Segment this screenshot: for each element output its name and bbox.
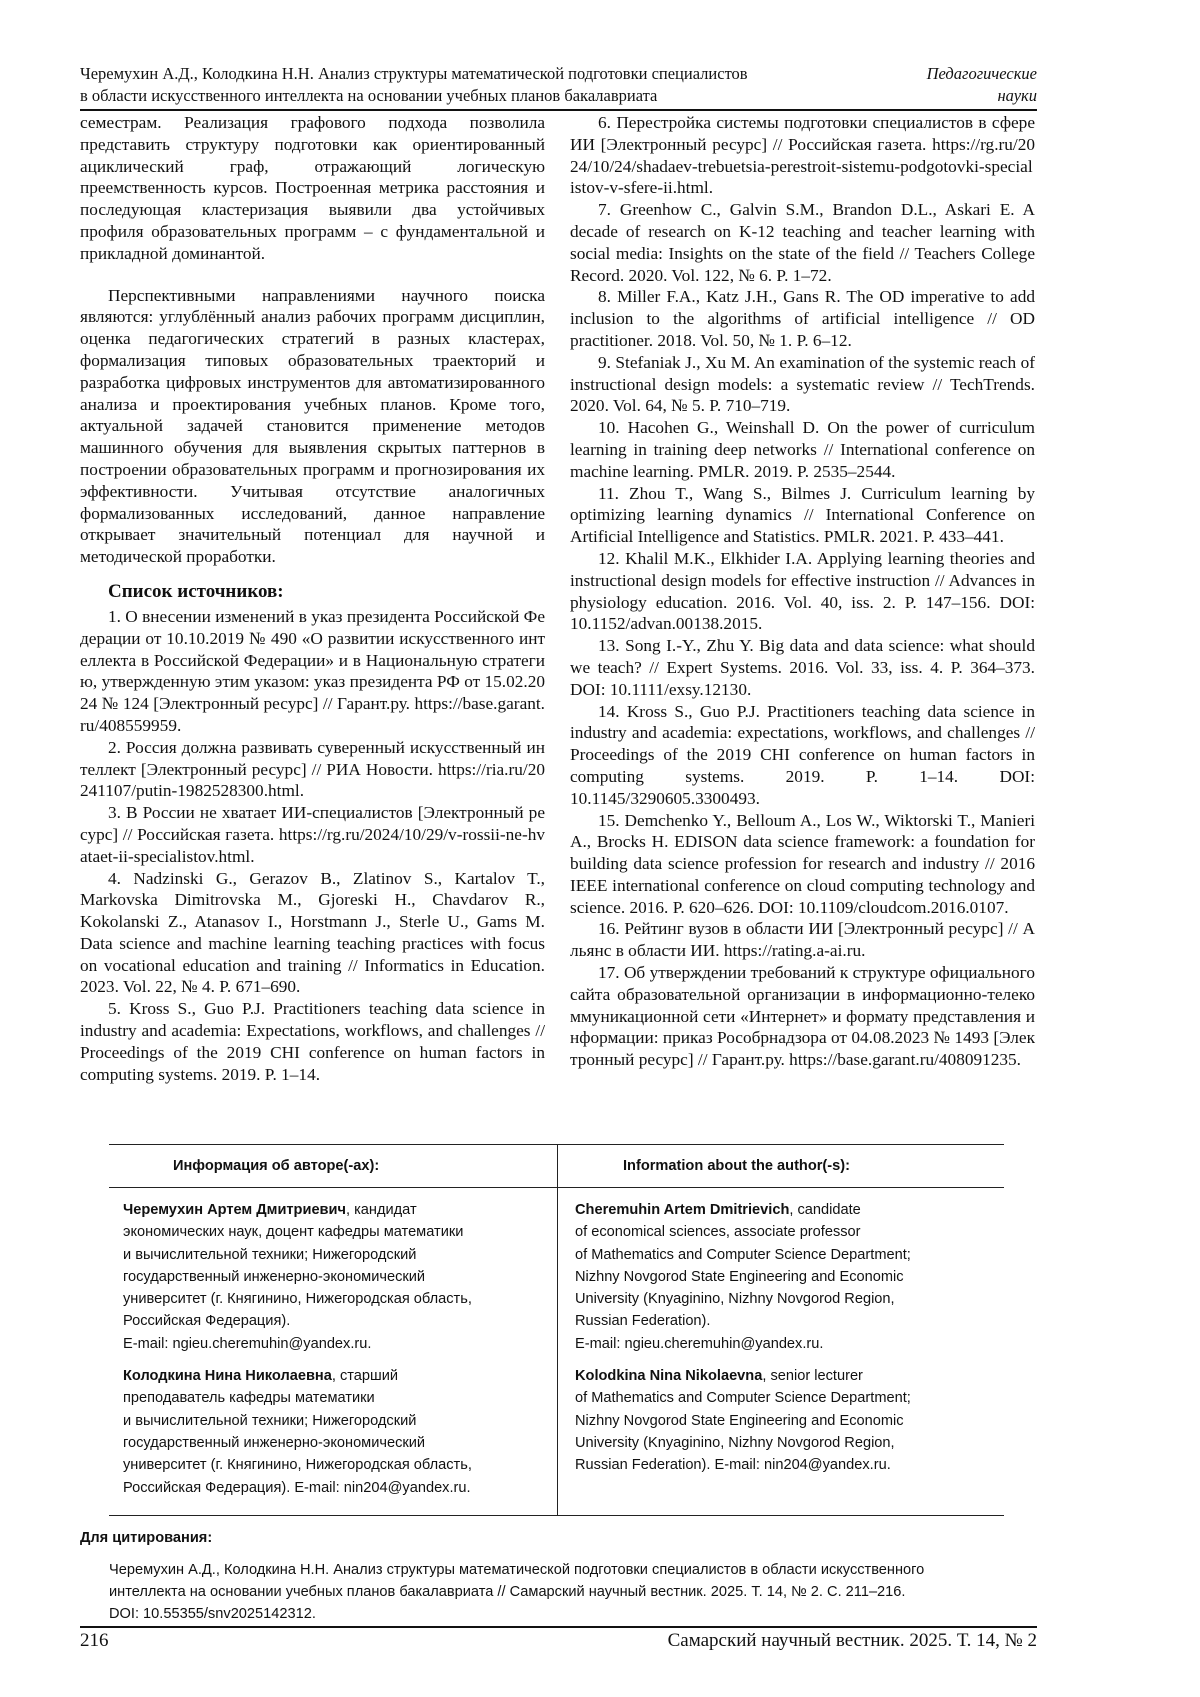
- right-column: [570, 112, 1035, 1071]
- author-name: Колодкина Нина Николаевна: [123, 1368, 332, 1384]
- body-paragraph: Перспективными направлениями научного поиска являются: углублённый анализ рабочих программ дисциплин, оценка педагогических стратегий в разных кластерах, формализация типовых образовательных траекторий и разработка цифровых инструментов для автоматизированного анализа и проектирования учебных планов. Кроме того, актуальной задачей становится применение методов машинного обучения для выявления скрытых паттернов в построении образовательных программ и прогнозирования их эффективности. Учитывая отсутствие аналогичных формализованных исследований, данное направление открывает значительный потенциал для научной и методической проработки.: [80, 285, 545, 568]
- reference-list-left: [80, 606, 545, 1086]
- reference-item: 17. Об утверждении требований к структуре официального сайта образовательной организации в информационно-телекоммуникационной сети «Интернет» и формату представления информации: приказ Рособрнадзора от 04.08.2023 № 1493 [Электронный ресурс] // Гарант.ру. https://base.garant.ru/408091235.: [570, 962, 1035, 1071]
- author-detail-line: государственный инженерно-экономический: [123, 1266, 543, 1288]
- author-first-line: [575, 1199, 995, 1221]
- reference-item: 12. Khalil M.K., Elkhider I.A. Applying learning theories and instructional design models for effective instruction // Advances in physiology education. 2016. Vol. 40, iss. 2. P. 147–156. DOI: 10.1152/advan.00138.2015.: [570, 548, 1035, 635]
- table-divider: [557, 1145, 558, 1515]
- reference-item: 10. Hacohen G., Weinshall D. On the power of curriculum learning in training deep networks // International conference on machine learning. PMLR. 2019. P. 2535–2544.: [570, 417, 1035, 482]
- author-detail-line: и вычислительной техники; Нижегородский: [123, 1244, 543, 1266]
- author-detail-line: Nizhny Novgorod State Engineering and Economic: [575, 1410, 995, 1432]
- author-name: Cheremuhin Artem Dmitrievich: [575, 1202, 789, 1218]
- reference-item: 14. Kross S., Guo P.J. Practitioners teaching data science in industry and academia: expectations, workflows, and challenges // Proceedings of the 2019 CHI conference on human factors in computing systems. 2019. P. 1–14. DOI: 10.1145/3290605.3300493.: [570, 701, 1035, 810]
- running-header-section: [927, 63, 1037, 107]
- author-info-table: [109, 1144, 1004, 1516]
- author-info-header-ru: Информация об авторе(-ах):: [173, 1155, 379, 1177]
- author-info-ru: [123, 1199, 543, 1509]
- references-title: Список источников:: [108, 580, 545, 604]
- author-detail-line: преподаватель кафедры математики: [123, 1387, 543, 1409]
- header-title-line: Черемухин А.Д., Колодкина Н.Н. Анализ структуры математической подготовки специалистов: [80, 63, 880, 85]
- author-detail-line: государственный инженерно-экономический: [123, 1432, 543, 1454]
- author-first-line: [123, 1365, 543, 1387]
- header-section-line: Педагогические: [927, 63, 1037, 85]
- author-detail-line: University (Knyaginino, Nizhny Novgorod Region,: [575, 1432, 995, 1454]
- body-paragraph: семестрам. Реализация графового подхода позволила представить структуру подготовки как ориентированный ациклический граф, отражающий логическую преемственность курсов. Построенная метрика расстояния и последующая кластеризация выявили два устойчивых профиля образовательных программ – с фундаментальной и прикладной доминантой.: [80, 112, 545, 265]
- author-detail-line: E-mail: ngieu.cheremuhin@yandex.ru.: [123, 1333, 543, 1355]
- author-detail-line: университет (г. Княгинино, Нижегородская область,: [123, 1288, 543, 1310]
- citation-text: [109, 1559, 1039, 1625]
- reference-item: 1. О внесении изменений в указ президента Российской Федерации от 10.10.2019 № 490 «О развитии искусственного интеллекта в Российской Федерации» и в Национальную стратегию, утвержденную этим указом: указ президента РФ от 15.02.2024 № 124 [Электронный ресурс] // Гарант.ру. https://base.garant.ru/408559959.: [80, 606, 545, 737]
- author-detail-line: University (Knyaginino, Nizhny Novgorod Region,: [575, 1288, 995, 1310]
- author-detail-line: E-mail: ngieu.cheremuhin@yandex.ru.: [575, 1333, 995, 1355]
- author-entry: [123, 1365, 543, 1499]
- author-detail-line: Российская Федерация). E-mail: nin204@yandex.ru.: [123, 1477, 543, 1499]
- reference-item: 5. Kross S., Guo P.J. Practitioners teaching data science in industry and academia: Expectations, workflows, and challenges // Proceedings of the 2019 CHI conference on human factors in computing systems. 2019. P. 1–14.: [80, 998, 545, 1085]
- author-first-line: [123, 1199, 543, 1221]
- author-detail-line: of economical sciences, associate professor: [575, 1221, 995, 1243]
- reference-item: 4. Nadzinski G., Gerazov B., Zlatinov S., Kartalov T., Markovska Dimitrovska M., Gjoreski H., Chavdarov R., Kokolanski Z., Atanasov I., Horstmann J., Sterle U., Gams M. Data science and machine learning teaching practices with focus on vocational education and training // Informatics in Education. 2023. Vol. 22, № 4. P. 671–690.: [80, 868, 545, 999]
- reference-item: 6. Перестройка системы подготовки специалистов в сфере ИИ [Электронный ресурс] // Российская газета. https://rg.ru/2024/10/24/shadaev-trebuetsia-perestroit-sistemu-podgotovki-specialistov-v-sfere-ii.html.: [570, 112, 1035, 199]
- author-detail-line: Российская Федерация).: [123, 1310, 543, 1332]
- reference-list-right: [570, 112, 1035, 1071]
- reference-item: 16. Рейтинг вузов в области ИИ [Электронный ресурс] // Альянс в области ИИ. https://rating.a-ai.ru.: [570, 918, 1035, 962]
- left-column: [80, 112, 545, 1085]
- author-detail-line: of Mathematics and Computer Science Department;: [575, 1387, 995, 1409]
- author-entry: [123, 1199, 543, 1355]
- author-name: Kolodkina Nina Nikolaevna: [575, 1368, 762, 1384]
- reference-item: 7. Greenhow C., Galvin S.M., Brandon D.L., Askari E. A decade of research on K-12 teaching and teacher learning with social media: Insights on the state of the field // Teachers College Record. 2020. Vol. 122, № 6. P. 1–72.: [570, 199, 1035, 286]
- author-entry: [575, 1365, 995, 1476]
- reference-item: 9. Stefaniak J., Xu M. An examination of the systemic reach of instructional design models: a systematic review // TechTrends. 2020. Vol. 64, № 5. P. 710–719.: [570, 352, 1035, 417]
- reference-item: 3. В России не хватает ИИ-специалистов [Электронный ресурс] // Российская газета. https://rg.ru/2024/10/29/v-rossii-ne-hvataet-ii-specialistov.html.: [80, 802, 545, 867]
- author-title: , senior lecturer: [762, 1368, 863, 1384]
- author-entry: [575, 1199, 995, 1355]
- footer-rule: [80, 1626, 1037, 1628]
- journal-name: Самарский научный вестник. 2025. Т. 14, № 2: [668, 1630, 1037, 1652]
- author-first-line: [575, 1365, 995, 1387]
- author-detail-line: of Mathematics and Computer Science Department;: [575, 1244, 995, 1266]
- page-number: 216: [80, 1630, 109, 1651]
- author-detail-line: Russian Federation).: [575, 1310, 995, 1332]
- reference-item: 2. Россия должна развивать суверенный искусственный интеллект [Электронный ресурс] // РИА Новости. https://ria.ru/20241107/putin-1982528300.html.: [80, 737, 545, 802]
- author-title: , кандидат: [346, 1202, 417, 1218]
- header-title-line: в области искусственного интеллекта на основании учебных планов бакалавриата: [80, 85, 880, 107]
- author-title: , candidate: [789, 1202, 860, 1218]
- citation-line: DOI: 10.55355/snv2025142312.: [109, 1603, 1039, 1625]
- author-detail-line: и вычислительной техники; Нижегородский: [123, 1410, 543, 1432]
- citation-line: Черемухин А.Д., Колодкина Н.Н. Анализ структуры математической подготовки специалистов в области искусственного: [109, 1559, 1039, 1581]
- author-info-header-en: Information about the author(-s):: [623, 1155, 850, 1177]
- author-info-en: [575, 1199, 995, 1487]
- author-title: , старший: [332, 1368, 398, 1384]
- author-detail-line: экономических наук, доцент кафедры математики: [123, 1221, 543, 1243]
- author-detail-line: Nizhny Novgorod State Engineering and Economic: [575, 1266, 995, 1288]
- author-detail-line: Russian Federation). E-mail: nin204@yandex.ru.: [575, 1454, 995, 1476]
- author-detail-line: университет (г. Княгинино, Нижегородская область,: [123, 1454, 543, 1476]
- citation-title: Для цитирования:: [80, 1530, 212, 1546]
- reference-item: 15. Demchenko Y., Belloum A., Los W., Wiktorski T., Manieri A., Brocks H. EDISON data science framework: a foundation for building data science profession for research and industry // 2016 IEEE international conference on cloud computing technology and science. 2016. P. 620–626. DOI: 10.1109/cloudcom.2016.0107.: [570, 810, 1035, 919]
- running-header-title: [80, 63, 880, 107]
- header-section-line: науки: [927, 85, 1037, 107]
- reference-item: 13. Song I.-Y., Zhu Y. Big data and data science: what should we teach? // Expert Systems. 2016. Vol. 33, iss. 4. P. 364–373. DOI: 10.1111/exsy.12130.: [570, 635, 1035, 700]
- author-name: Черемухин Артем Дмитриевич: [123, 1202, 346, 1218]
- reference-item: 8. Miller F.A., Katz J.H., Gans R. The OD imperative to add inclusion to the algorithms of artificial intelligence // OD practitioner. 2018. Vol. 50, № 1. P. 6–12.: [570, 286, 1035, 351]
- citation-line: интеллекта на основании учебных планов бакалавриата // Самарский научный вестник. 2025. Т. 14, № 2. С. 211–216.: [109, 1581, 1039, 1603]
- reference-item: 11. Zhou T., Wang S., Bilmes J. Curriculum learning by optimizing learning dynamics // International Conference on Artificial Intelligence and Statistics. PMLR. 2021. P. 433–441.: [570, 483, 1035, 548]
- header-rule: [80, 109, 1037, 111]
- page-footer: [80, 1630, 1037, 1652]
- table-header-row: [109, 1145, 1004, 1188]
